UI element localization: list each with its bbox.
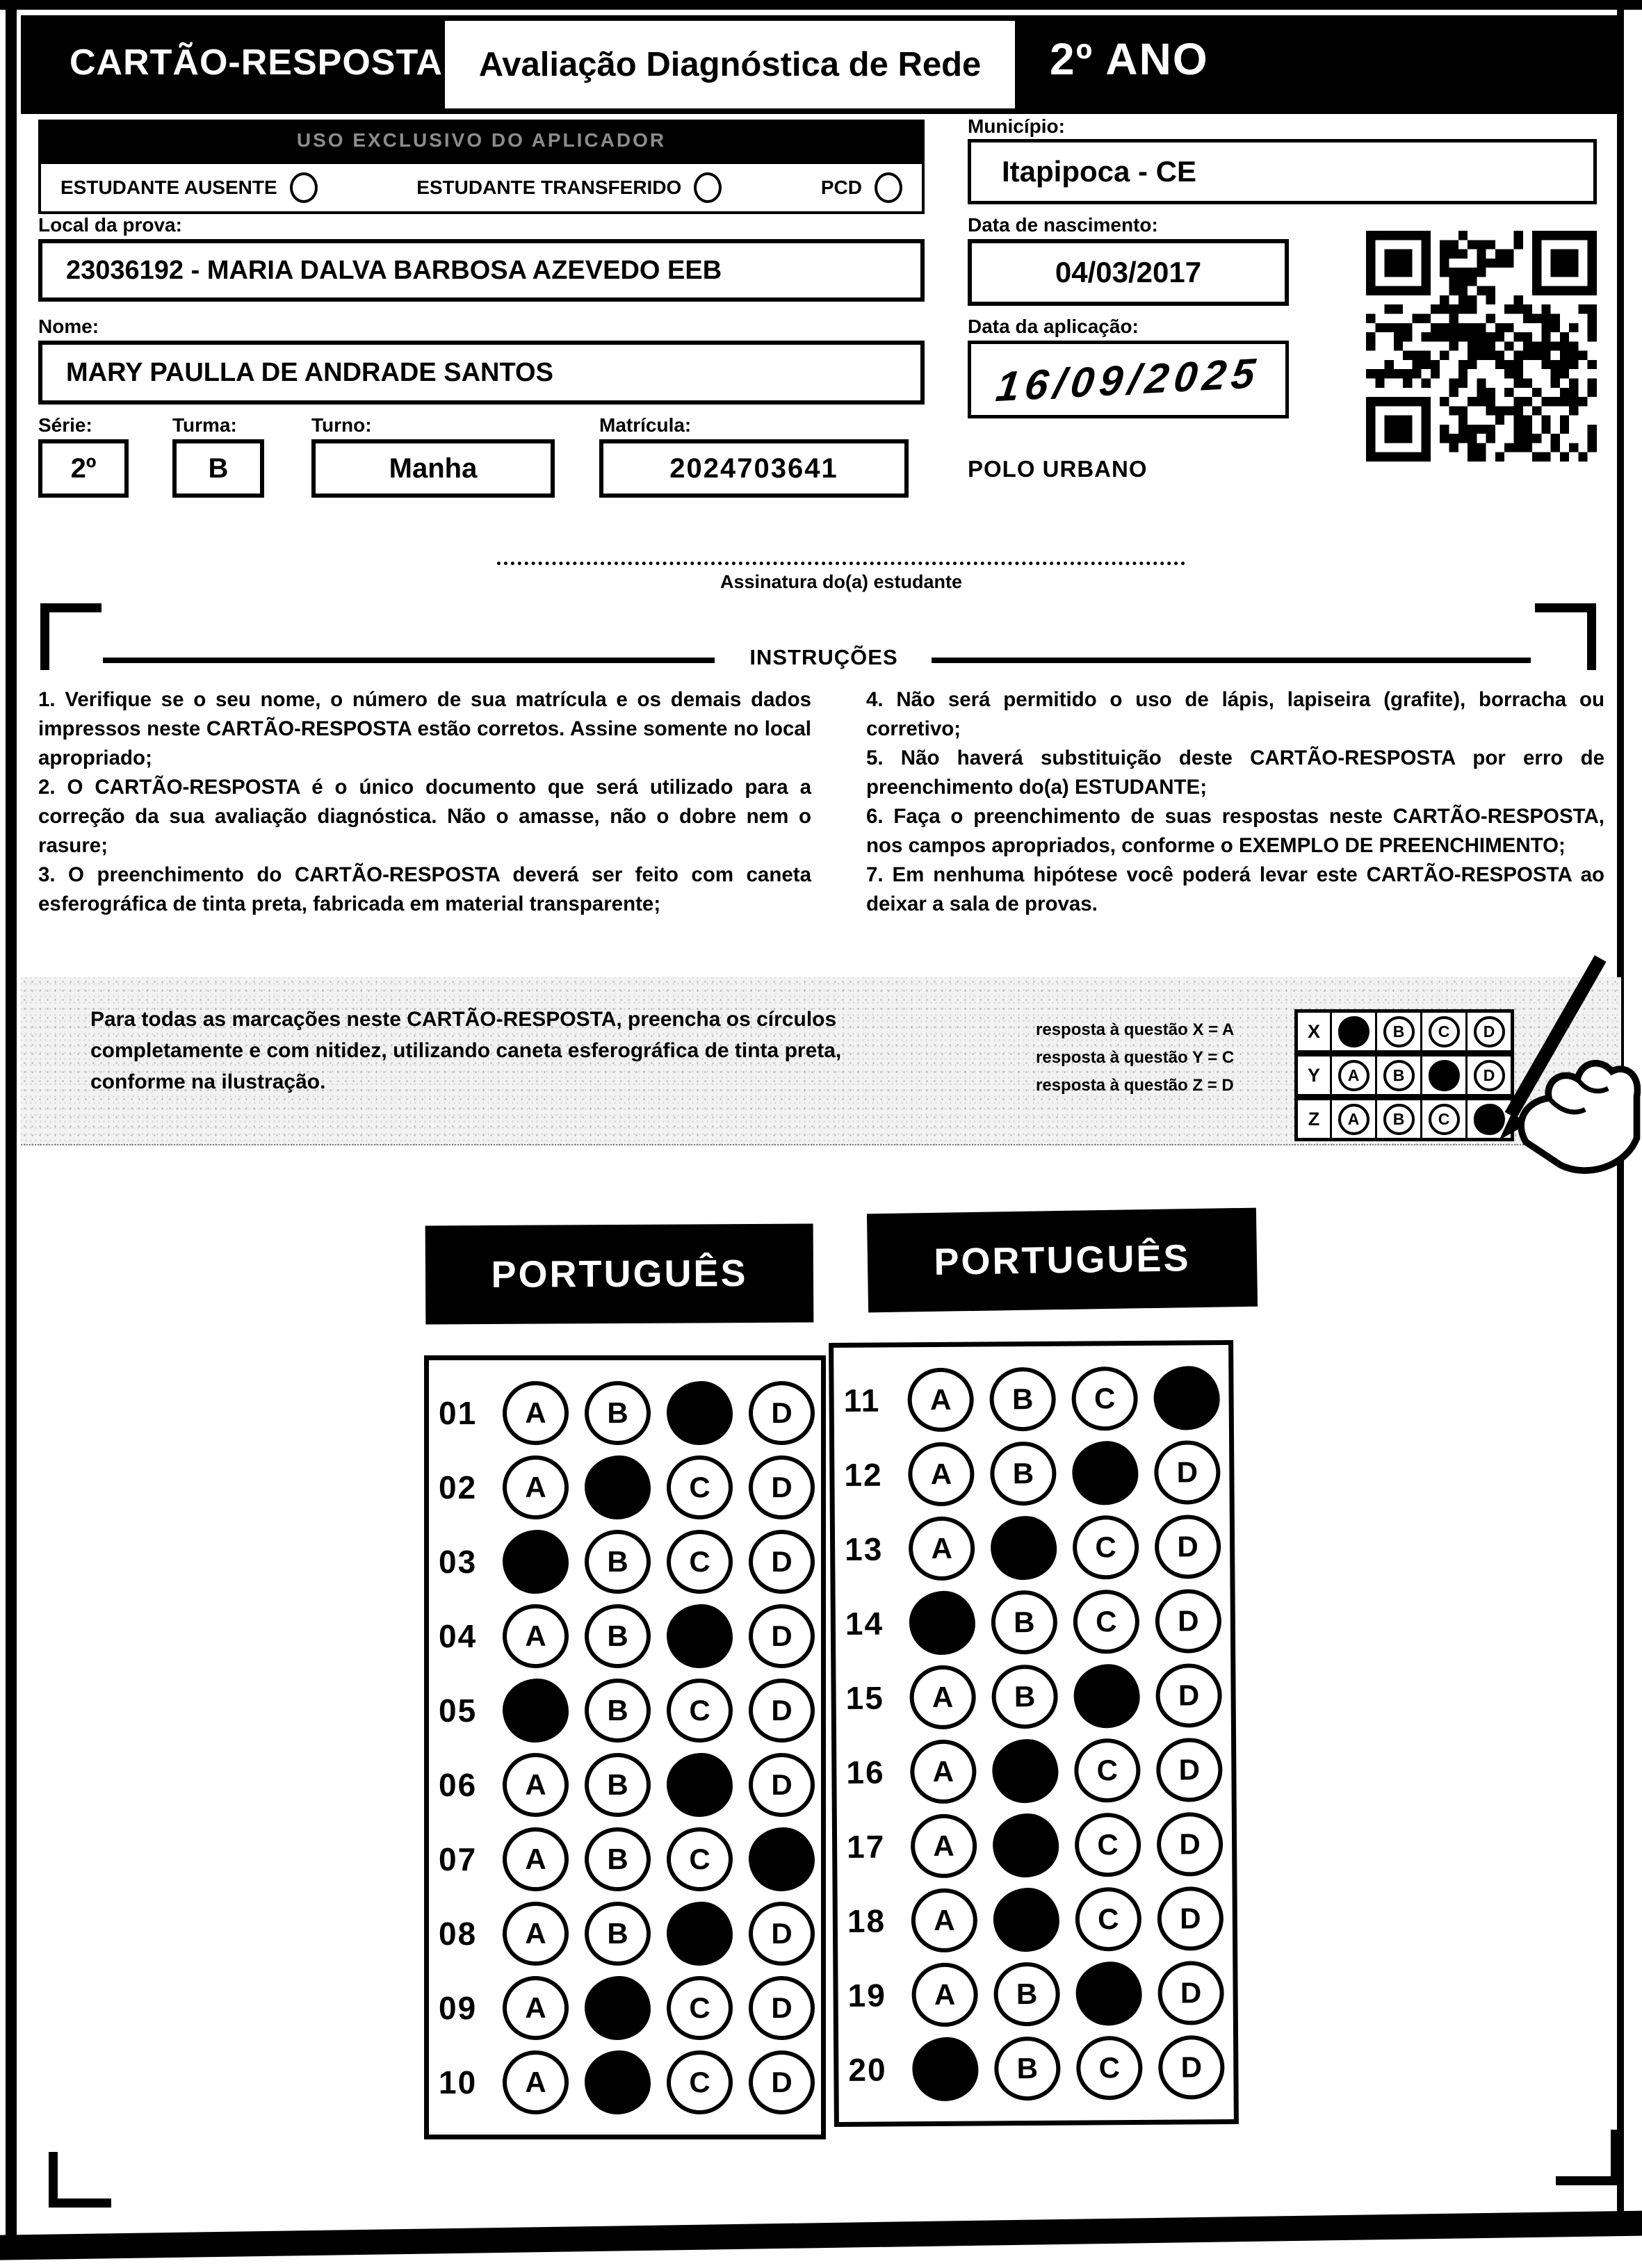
turma-field: B (172, 439, 264, 498)
example-bubble-a: A (1338, 1060, 1369, 1091)
nascimento-field: 04/03/2017 (968, 239, 1289, 306)
bubble-05-c[interactable]: C (667, 1679, 733, 1743)
example-cell (1468, 1013, 1511, 1050)
bubble-07-d-marked[interactable] (749, 1827, 815, 1891)
instructions-divider-right (932, 658, 1531, 663)
example-bubble-c: C (1429, 1104, 1460, 1135)
bubble-12-d[interactable]: D (1154, 1440, 1221, 1505)
question-bubbles (503, 1530, 815, 1594)
example-row-x (1298, 1013, 1511, 1057)
fill-example-legend: resposta à questão Z = D (1036, 1076, 1234, 1095)
bubble-06-c-marked[interactable] (667, 1753, 733, 1817)
bubble-09-b-marked[interactable] (585, 1976, 651, 2040)
question-number: 14 (845, 1605, 884, 1642)
question-number: 07 (439, 1841, 478, 1877)
bubble-14-b[interactable]: B (991, 1590, 1058, 1654)
applicator-bar (38, 120, 925, 161)
bubble-02-a[interactable]: A (503, 1455, 569, 1519)
fill-example-text: Para todas as marcações neste CARTÃO-RESPOSTA, preencha os círculos completamente e com nitidez, utilizando caneta esferográfica de tinta preta, conforme na ilustração. (90, 1008, 842, 1093)
question-row-19 (838, 1955, 1233, 2032)
bubble-08-d[interactable]: D (749, 1902, 815, 1966)
bubble-16-c[interactable]: C (1074, 1738, 1141, 1802)
fill-example-grid (1294, 1009, 1514, 1141)
sheet-title: CARTÃO-RESPOSTA (70, 42, 443, 83)
instructions-column-left (38, 685, 811, 919)
bubble-13-b-marked[interactable] (991, 1515, 1057, 1580)
example-cell (1332, 1057, 1377, 1094)
bubble-01-b[interactable]: B (585, 1381, 651, 1445)
bubble-04-b[interactable]: B (585, 1604, 651, 1668)
turno-label: Turno: (311, 414, 372, 436)
question-number: 18 (847, 1902, 886, 1939)
example-cell (1422, 1100, 1468, 1138)
question-number: 02 (439, 1469, 478, 1506)
question-row-08 (429, 1896, 821, 1971)
bubble-04-a[interactable]: A (503, 1604, 569, 1668)
question-bubbles (503, 1604, 815, 1668)
bubble-10-d[interactable]: D (749, 2050, 815, 2114)
example-row-z (1298, 1100, 1511, 1138)
bubble-09-c[interactable]: C (667, 1976, 733, 2040)
estudante-transferido-label: ESTUDANTE TRANSFERIDO (416, 177, 682, 198)
question-row-17 (837, 1806, 1233, 1884)
bubble-06-d[interactable]: D (749, 1753, 815, 1817)
question-row-20 (838, 2030, 1234, 2107)
example-bubble-d: D (1474, 1016, 1505, 1047)
bubble-03-a-marked[interactable] (503, 1530, 569, 1594)
section-header-portugues-2: PORTUGUÊS (867, 1208, 1258, 1313)
bubble-14-c[interactable]: C (1073, 1589, 1140, 1654)
bubble-02-c[interactable]: C (667, 1455, 733, 1519)
instruction-item: 3. O preenchimento do CARTÃO-RESPOSTA deverá ser feito com caneta esferográfica de tinta preta, fabricada em material transparente; (38, 863, 811, 915)
bubble-03-d[interactable]: D (749, 1530, 815, 1594)
question-row-16 (836, 1732, 1232, 1809)
question-row-09 (429, 1971, 821, 2045)
bubble-13-a[interactable]: A (909, 1516, 975, 1581)
bubble-04-d[interactable]: D (749, 1604, 815, 1668)
question-row-07 (429, 1822, 821, 1896)
question-bubbles (909, 1515, 1221, 1581)
bubble-10-a[interactable]: A (503, 2050, 569, 2114)
bubble-10-c[interactable]: C (667, 2050, 733, 2114)
bubble-19-c-marked[interactable] (1075, 1961, 1142, 2025)
instructions-column-right (866, 685, 1604, 919)
question-row-13 (835, 1509, 1230, 1586)
turma-label: Turma: (172, 414, 237, 436)
polo-label: POLO URBANO (968, 456, 1148, 482)
aplicacao-label: Data da aplicação: (968, 316, 1139, 337)
bubble-16-d[interactable]: D (1156, 1738, 1223, 1802)
corner-mark-bottom-right (1556, 2130, 1620, 2185)
bubble-13-d[interactable]: D (1155, 1515, 1221, 1579)
example-bubble-b: B (1383, 1104, 1415, 1135)
example-bubble-c-marked (1429, 1060, 1460, 1091)
instruction-item: 4. Não será permitido o uso de lápis, lapiseira (grafite), borracha ou corretivo; (866, 688, 1604, 740)
question-bubbles (911, 1886, 1224, 1952)
bubble-16-a[interactable]: A (910, 1739, 977, 1804)
question-bubbles (910, 1738, 1223, 1804)
example-cell (1468, 1100, 1511, 1138)
instruction-item: 7. Em nenhuma hipótese você poderá levar este CARTÃO-RESPOSTA ao deixar a sala de provas. (866, 863, 1604, 915)
question-number: 13 (844, 1531, 884, 1567)
estudante-ausente-checkbox[interactable] (290, 172, 318, 203)
bubble-12-a[interactable]: A (908, 1442, 975, 1506)
bubble-04-c-marked[interactable] (667, 1604, 733, 1668)
question-bubbles (911, 1961, 1224, 2027)
bubble-11-b[interactable]: B (989, 1366, 1056, 1431)
serie-label: Série: (38, 414, 92, 436)
matricula-label: Matrícula: (599, 414, 692, 436)
applicator-bar-label: USO EXCLUSIVO DO APLICADOR (296, 129, 667, 151)
assessment-title: Avaliação Diagnóstica de Rede (445, 21, 1015, 108)
question-bubbles (503, 1976, 815, 2040)
bubble-11-d-marked[interactable] (1153, 1366, 1220, 1430)
bubble-12-b[interactable]: B (990, 1441, 1057, 1506)
question-bubbles (503, 2050, 815, 2114)
question-bubbles (908, 1440, 1221, 1506)
turno-field: Manha (311, 439, 555, 498)
bubble-03-c[interactable]: C (667, 1530, 733, 1594)
bubble-07-b[interactable]: B (585, 1827, 651, 1891)
question-row-10 (429, 2045, 821, 2119)
grade-label: 2º ANO (1050, 34, 1209, 84)
bubble-18-c[interactable]: C (1075, 1886, 1142, 1951)
question-number: 05 (439, 1692, 478, 1729)
bubble-02-b-marked[interactable] (585, 1455, 651, 1519)
bubble-14-a-marked[interactable] (909, 1590, 976, 1655)
example-cell (1377, 1057, 1422, 1094)
example-row-label: Z (1298, 1100, 1332, 1138)
bubble-06-a[interactable]: A (503, 1753, 569, 1817)
instruction-item: 2. O CARTÃO-RESPOSTA é o único documento que será utilizado para a correção da sua avaliação diagnóstica. Não o amasse, não o dobre nem o rasure; (38, 776, 811, 857)
bubble-20-b[interactable]: B (994, 2036, 1061, 2100)
local-label: Local da prova: (38, 214, 182, 236)
bubble-15-c-marked[interactable] (1073, 1663, 1140, 1728)
question-row-06 (429, 1747, 821, 1822)
bubble-20-d[interactable]: D (1158, 2035, 1225, 2100)
example-cell (1332, 1100, 1377, 1138)
page-border-left (6, 0, 17, 2256)
question-bubbles (503, 1455, 815, 1519)
example-row-label: Y (1298, 1057, 1332, 1094)
bubble-08-c-marked[interactable] (667, 1902, 733, 1966)
qr-code (1366, 231, 1597, 462)
bubble-17-c[interactable]: C (1075, 1812, 1141, 1877)
example-bubble-d: D (1474, 1060, 1505, 1091)
bubble-19-a[interactable]: A (911, 1962, 978, 2027)
aplicacao-field[interactable] (968, 341, 1289, 418)
bubble-15-a[interactable]: A (909, 1665, 976, 1729)
bubble-03-b[interactable]: B (585, 1530, 651, 1594)
question-row-03 (429, 1524, 821, 1599)
bubble-19-b[interactable]: B (993, 1961, 1060, 2026)
fill-example-legend: resposta à questão Y = C (1036, 1048, 1235, 1067)
question-bubbles (503, 1679, 815, 1743)
instruction-item: 5. Não haverá substituição deste CARTÃO-RESPOSTA por erro de preenchimento do(a) ESTUDANTE; (866, 747, 1604, 799)
question-bubbles (912, 2035, 1225, 2101)
question-number: 19 (847, 1976, 886, 2014)
question-row-15 (836, 1658, 1231, 1735)
bubble-01-a[interactable]: A (503, 1381, 569, 1445)
corner-mark-top-left (40, 603, 101, 670)
question-number: 20 (848, 2050, 887, 2088)
pcd-checkbox[interactable] (875, 172, 902, 203)
page-border-bottom (0, 2210, 1642, 2260)
corner-mark-bottom-left (49, 2152, 111, 2208)
bubble-08-a[interactable]: A (503, 1902, 569, 1966)
question-row-14 (836, 1583, 1231, 1661)
question-bubbles (909, 1663, 1222, 1729)
local-field: 23036192 - MARIA DALVA BARBOSA AZEVEDO EEB (38, 239, 925, 302)
bubble-05-b[interactable]: B (585, 1679, 651, 1743)
example-cell (1377, 1100, 1422, 1138)
bubble-17-a[interactable]: A (911, 1813, 977, 1878)
bubble-20-a-marked[interactable] (912, 2037, 979, 2101)
pcd-option (821, 172, 902, 203)
instructions-divider-left (103, 658, 715, 663)
question-number: 09 (439, 1989, 478, 2026)
bubble-14-d[interactable]: D (1155, 1589, 1222, 1654)
question-number: 12 (844, 1456, 883, 1493)
bubble-12-c-marked[interactable] (1072, 1440, 1139, 1505)
question-number: 04 (439, 1617, 478, 1654)
question-number: 11 (843, 1382, 881, 1419)
bubble-10-b-marked[interactable] (585, 2050, 651, 2114)
bubble-11-a[interactable]: A (907, 1367, 974, 1432)
bubble-17-d[interactable]: D (1157, 1812, 1224, 1877)
bubble-16-b-marked[interactable] (992, 1738, 1059, 1803)
example-row-y (1298, 1057, 1511, 1100)
bubble-15-d[interactable]: D (1155, 1663, 1222, 1728)
question-number: 15 (845, 1679, 884, 1716)
example-cell (1332, 1013, 1377, 1050)
example-cell (1377, 1013, 1422, 1050)
question-bubbles (503, 1902, 815, 1966)
bubble-07-c[interactable]: C (667, 1827, 733, 1891)
bubble-05-d[interactable]: D (749, 1679, 815, 1743)
question-row-01 (429, 1376, 821, 1450)
instruction-item: 6. Faça o preenchimento de suas respostas neste CARTÃO-RESPOSTA, nos campos apropriados, conforme o EXEMPLO DE PREENCHIMENTO; (866, 805, 1604, 857)
question-number: 17 (846, 1827, 886, 1865)
question-number: 03 (439, 1543, 478, 1580)
estudante-transferido-option (416, 172, 722, 203)
applicator-options-box (38, 161, 925, 214)
question-number: 08 (439, 1915, 478, 1952)
matricula-field: 2024703641 (599, 439, 909, 498)
municipio-label: Município: (968, 115, 1065, 137)
example-row-label: X (1298, 1013, 1332, 1050)
question-bubbles (909, 1589, 1222, 1655)
question-row-02 (429, 1450, 821, 1524)
nome-label: Nome: (38, 316, 99, 337)
question-number: 01 (439, 1394, 478, 1431)
bubble-01-d[interactable]: D (749, 1381, 815, 1445)
estudante-transferido-checkbox[interactable] (694, 172, 722, 203)
bubble-18-a[interactable]: A (911, 1888, 978, 1952)
answer-grid-questions-01-10 (424, 1355, 826, 2139)
corner-mark-top-right (1535, 603, 1596, 670)
bubble-18-d[interactable]: D (1157, 1886, 1224, 1951)
bubble-06-b[interactable]: B (585, 1753, 651, 1817)
bubble-17-b-marked[interactable] (993, 1813, 1059, 1877)
example-cell (1468, 1057, 1511, 1094)
question-row-04 (429, 1599, 821, 1673)
bubble-07-a[interactable]: A (503, 1827, 569, 1891)
handwritten-date: 16/09/2025 (993, 349, 1264, 410)
example-cell (1422, 1013, 1468, 1050)
example-bubble-a-marked (1338, 1016, 1369, 1047)
answer-grid-questions-11-20 (829, 1340, 1239, 2127)
signature-label: Assinatura do(a) estudante (720, 571, 963, 592)
question-bubbles (503, 1827, 815, 1891)
question-bubbles (503, 1381, 815, 1445)
bubble-20-c[interactable]: C (1076, 2035, 1143, 2100)
pcd-label: PCD (820, 177, 862, 198)
bubble-02-d[interactable]: D (749, 1455, 815, 1519)
example-bubble-d-marked (1474, 1104, 1505, 1135)
page-border-top (0, 0, 1642, 10)
estudante-ausente-option (60, 172, 318, 203)
serie-field: 2º (38, 439, 129, 498)
nome-field: MARY PAULLA DE ANDRADE SANTOS (38, 341, 925, 405)
signature-line[interactable] (497, 562, 1185, 565)
example-bubble-b: B (1383, 1016, 1415, 1047)
municipio-field: Itapipoca - CE (968, 139, 1597, 204)
example-bubble-a: A (1338, 1104, 1369, 1135)
bubble-18-b-marked[interactable] (993, 1887, 1060, 1952)
bubble-09-a[interactable]: A (503, 1976, 569, 2040)
instruction-item: 1. Verifique se o seu nome, o número de sua matrícula e os demais dados impressos neste CARTÃO-RESPOSTA estão corretos. Assine somente no local apropriado; (38, 688, 811, 769)
estudante-ausente-label: ESTUDANTE AUSENTE (60, 177, 277, 198)
question-row-05 (429, 1673, 821, 1747)
fill-example-legends (1036, 1016, 1234, 1100)
question-bubbles (503, 1753, 815, 1817)
bubble-05-a-marked[interactable] (503, 1679, 569, 1743)
question-number: 10 (439, 2064, 478, 2100)
instructions-title: INSTRUÇÕES (749, 645, 898, 669)
example-bubble-c: C (1429, 1016, 1460, 1047)
section-header-portugues-1: PORTUGUÊS (425, 1224, 814, 1325)
fill-example-legend: resposta à questão X = A (1036, 1020, 1235, 1039)
nascimento-label: Data de nascimento: (968, 214, 1158, 236)
question-row-11 (834, 1360, 1229, 1437)
question-bubbles (911, 1812, 1224, 1878)
example-cell (1422, 1057, 1468, 1094)
bubble-08-b[interactable]: B (585, 1902, 651, 1966)
bubble-11-c[interactable]: C (1071, 1366, 1138, 1430)
question-bubbles (907, 1366, 1220, 1432)
bubble-01-c-marked[interactable] (667, 1381, 733, 1445)
bubble-19-d[interactable]: D (1157, 1961, 1224, 2025)
question-row-18 (838, 1881, 1233, 1958)
example-bubble-b: B (1383, 1060, 1415, 1091)
question-number: 06 (439, 1766, 478, 1803)
bubble-09-d[interactable]: D (749, 1976, 815, 2040)
question-row-12 (834, 1435, 1230, 1512)
question-number: 16 (846, 1753, 885, 1790)
bubble-15-b[interactable]: B (991, 1664, 1058, 1729)
bubble-13-c[interactable]: C (1073, 1515, 1139, 1579)
